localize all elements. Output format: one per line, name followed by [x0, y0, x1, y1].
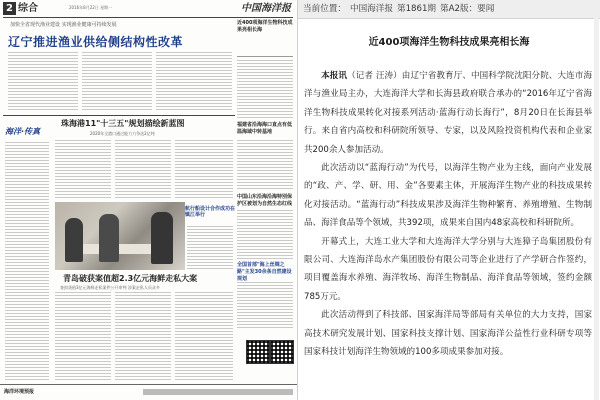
- article-paragraph: 此次活动得到了科技部、国家海洋局等部局有关单位的大力支持，国家高技术研究发展计划、国家科技支撑计划、国家海洋公益性行业科研专项等国家科技计划海洋生物领域的100多项成果参加对接。: [304, 310, 592, 358]
- lead-kicker: 加快全省现代渔业建设 实现渔业健康可持续发展: [10, 22, 117, 28]
- article-panel: [298, 0, 600, 400]
- third-headline[interactable]: 青岛破获案值超2.3亿元海鲜走私大案: [63, 274, 198, 283]
- section-rule: [3, 115, 235, 116]
- newspaper-footer: [0, 384, 297, 400]
- breadcrumb-page-link[interactable]: 第A2版：要闻: [440, 4, 495, 14]
- newspaper-page-thumbnail[interactable]: [0, 0, 298, 400]
- third-subheadline: 查扣货值3亿元海鲜走私案件公开审判 涉案走私人员众多: [60, 285, 160, 290]
- side-news-title[interactable]: 近400项海洋生物科技成果亮相长海: [237, 20, 293, 33]
- side-news-box[interactable]: [237, 20, 293, 57]
- side-news-5[interactable]: 航行船设计合作成功在镇江举行: [185, 206, 236, 218]
- newspaper-date: 2016年8月22日 星期一: [69, 5, 113, 10]
- lead-label: 本报讯: [321, 71, 348, 81]
- second-subheadline: 2020年全港口通过能力力争达2亿吨: [90, 131, 155, 136]
- section-name: 综合: [18, 3, 38, 14]
- footer-label: 海洋环境预报: [4, 389, 35, 395]
- breadcrumb-prefix: 当前位置：: [303, 4, 346, 14]
- side-column: [237, 60, 293, 118]
- second-column-1: [55, 140, 111, 198]
- article-paragraph: 此次活动以“蓝海行动”为代号，以海洋生物产业为主线，面向产业发展的“政、产、学、研、用、金”各要素主体，开展海洋生物产业的科技成果转化对接活动。“蓝海行动”科技成果涉及海洋生物种繁育、养殖增殖、生物制品、海洋食品等个领域，共392项，成果来自国内48家高校和科研院所。: [304, 163, 592, 229]
- third-column-3: [175, 292, 233, 382]
- article-title: 近400项海洋生物科技成果亮相长海: [368, 37, 530, 48]
- article-paragraph: 本报讯（记者 汪涛）由辽宁省教育厅、中国科学院沈阳分院、大连市海洋与渔业局主办，大连海洋大学和长海县政府联合承办的“2016年辽宁省海洋生物科技成果转化对接系列活动·蓝海行动长海行”，8月20日在长海县举行。来自省内高校和科研院所领导、专家，以及风险投资机构代表和企业家共200余人参加活动。: [304, 71, 593, 155]
- qr-code-icon: [246, 340, 270, 364]
- left-brief-column: [5, 142, 49, 382]
- article-paragraph: 开幕式上，大连工业大学和大连海洋大学分别与大连獐子岛集团股份有限公司、大连海洋岛水产集团股份有限公司等企业进行了产学研合作签约，项目覆盖海水养殖、海洋牧场、海洋生物制品、海洋食品等领域，签约金额785万元。: [304, 236, 592, 302]
- lead-column-2: [82, 52, 152, 112]
- third-column-2: [115, 292, 171, 382]
- side-news-2[interactable]: 福建省沿海海口直点有低温海域中转基地: [237, 122, 293, 135]
- side-news-3[interactable]: 中国山东沿海沿海特别保护区被划为自然生态红线: [237, 194, 293, 207]
- breadcrumb-site-link[interactable]: 中国海洋报: [349, 4, 393, 14]
- scrollbar[interactable]: [594, 18, 599, 400]
- page-number-badge: 2: [3, 2, 16, 15]
- newspaper-masthead: [3, 2, 293, 16]
- breadcrumb: [298, 0, 600, 19]
- breadcrumb-issue-link[interactable]: 第1861期: [396, 4, 437, 14]
- article-body: [304, 67, 592, 362]
- side-column-4: [237, 282, 293, 330]
- lead-column-1: [8, 52, 78, 112]
- photo-side-column: [187, 226, 233, 270]
- third-column-1: [55, 292, 111, 382]
- news-photo: [55, 202, 185, 270]
- second-column-3: [175, 140, 233, 198]
- side-news-4[interactable]: 全国首部"海上丝绸之路"主发30余条自然建设规划: [237, 262, 292, 282]
- masthead-rule: [3, 17, 293, 18]
- lead-headline[interactable]: 辽宁推进渔业供给侧结构性改革: [8, 35, 184, 49]
- qr-code-icon: [270, 340, 294, 364]
- side-column-3: [237, 210, 293, 260]
- lead-column-3: [156, 52, 232, 112]
- second-headline[interactable]: 珠海港11"十三五"规划描绘新蓝图: [61, 119, 185, 128]
- newspaper-logo: 中国海洋报: [241, 3, 291, 14]
- side-column-2: [237, 140, 293, 190]
- section-tag: 海洋·传真: [5, 127, 41, 136]
- second-column-2: [115, 140, 171, 198]
